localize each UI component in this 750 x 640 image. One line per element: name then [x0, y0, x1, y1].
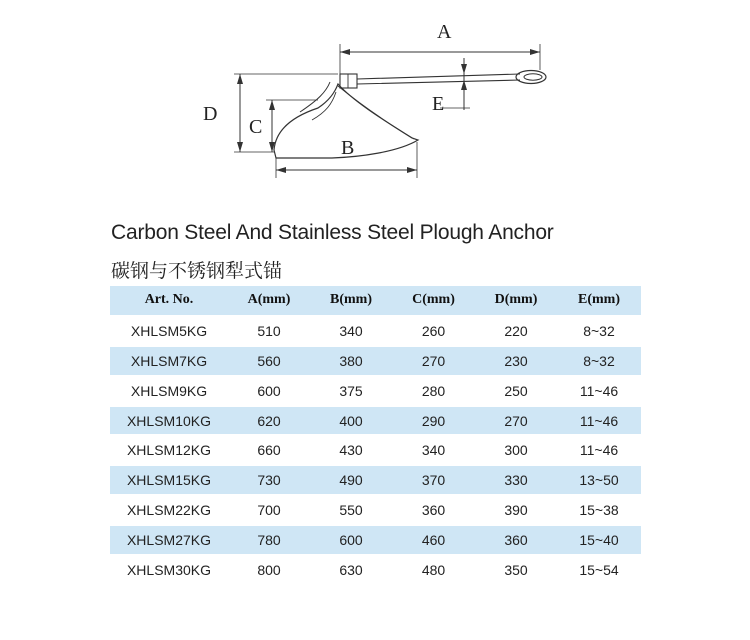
cell-e: 13~50 [557, 465, 641, 495]
cell-d: 220 [475, 316, 557, 346]
product-title-chinese: 碳钢与不锈钢犁式锚 [111, 260, 283, 282]
cell-art-no: XHLSM10KG [110, 406, 228, 436]
cell-e: 15~54 [557, 555, 641, 585]
column-header-d: D(mm) [475, 286, 557, 316]
table-header-row [110, 286, 641, 316]
column-header-a: A(mm) [228, 286, 310, 316]
cell-c: 290 [392, 406, 475, 436]
cell-c: 270 [392, 346, 475, 376]
cell-a: 560 [228, 346, 310, 376]
cell-art-no: XHLSM9KG [110, 376, 228, 406]
dimension-label-b: B [341, 137, 355, 159]
dimension-label-c: C [249, 116, 263, 138]
cell-art-no: XHLSM12KG [110, 435, 228, 465]
cell-c: 360 [392, 495, 475, 525]
cell-b: 430 [310, 435, 392, 465]
table-row [110, 346, 641, 376]
cell-c: 480 [392, 555, 475, 585]
cell-a: 780 [228, 525, 310, 555]
product-title-english: Carbon Steel And Stainless Steel Plough Anchor [111, 221, 554, 244]
table-row [110, 525, 641, 555]
cell-art-no: XHLSM30KG [110, 555, 228, 585]
table-row [110, 555, 641, 585]
cell-c: 370 [392, 465, 475, 495]
cell-c: 260 [392, 316, 475, 346]
cell-art-no: XHLSM22KG [110, 495, 228, 525]
cell-b: 550 [310, 495, 392, 525]
cell-d: 330 [475, 465, 557, 495]
table-row [110, 376, 641, 406]
cell-c: 460 [392, 525, 475, 555]
cell-art-no: XHLSM7KG [110, 346, 228, 376]
anchor-dimension-diagram [0, 0, 750, 200]
cell-a: 800 [228, 555, 310, 585]
cell-b: 490 [310, 465, 392, 495]
cell-c: 280 [392, 376, 475, 406]
cell-c: 340 [392, 435, 475, 465]
cell-d: 230 [475, 346, 557, 376]
cell-a: 600 [228, 376, 310, 406]
cell-a: 620 [228, 406, 310, 436]
cell-d: 360 [475, 525, 557, 555]
cell-e: 11~46 [557, 376, 641, 406]
column-header-b: B(mm) [310, 286, 392, 316]
cell-e: 11~46 [557, 406, 641, 436]
cell-art-no: XHLSM27KG [110, 525, 228, 555]
column-header-e: E(mm) [557, 286, 641, 316]
cell-d: 270 [475, 406, 557, 436]
table-row [110, 435, 641, 465]
column-header-c: C(mm) [392, 286, 475, 316]
cell-art-no: XHLSM5KG [110, 316, 228, 346]
table-row [110, 495, 641, 525]
cell-e: 8~32 [557, 316, 641, 346]
cell-a: 660 [228, 435, 310, 465]
cell-b: 375 [310, 376, 392, 406]
cell-a: 730 [228, 465, 310, 495]
cell-art-no: XHLSM15KG [110, 465, 228, 495]
dimension-label-a: A [437, 21, 452, 43]
cell-b: 600 [310, 525, 392, 555]
cell-d: 350 [475, 555, 557, 585]
cell-b: 380 [310, 346, 392, 376]
table-row [110, 316, 641, 346]
cell-d: 250 [475, 376, 557, 406]
cell-a: 510 [228, 316, 310, 346]
specification-table [110, 286, 641, 585]
cell-e: 11~46 [557, 435, 641, 465]
dimension-label-e: E [432, 93, 445, 115]
column-header-art-no: Art. No. [110, 286, 228, 316]
cell-b: 630 [310, 555, 392, 585]
cell-b: 340 [310, 316, 392, 346]
cell-e: 15~40 [557, 525, 641, 555]
cell-b: 400 [310, 406, 392, 436]
table-row [110, 465, 641, 495]
cell-d: 390 [475, 495, 557, 525]
cell-e: 8~32 [557, 346, 641, 376]
cell-a: 700 [228, 495, 310, 525]
cell-e: 15~38 [557, 495, 641, 525]
cell-d: 300 [475, 435, 557, 465]
table-row [110, 406, 641, 436]
dimension-label-d: D [203, 103, 218, 125]
anchor-drawing [274, 71, 546, 159]
